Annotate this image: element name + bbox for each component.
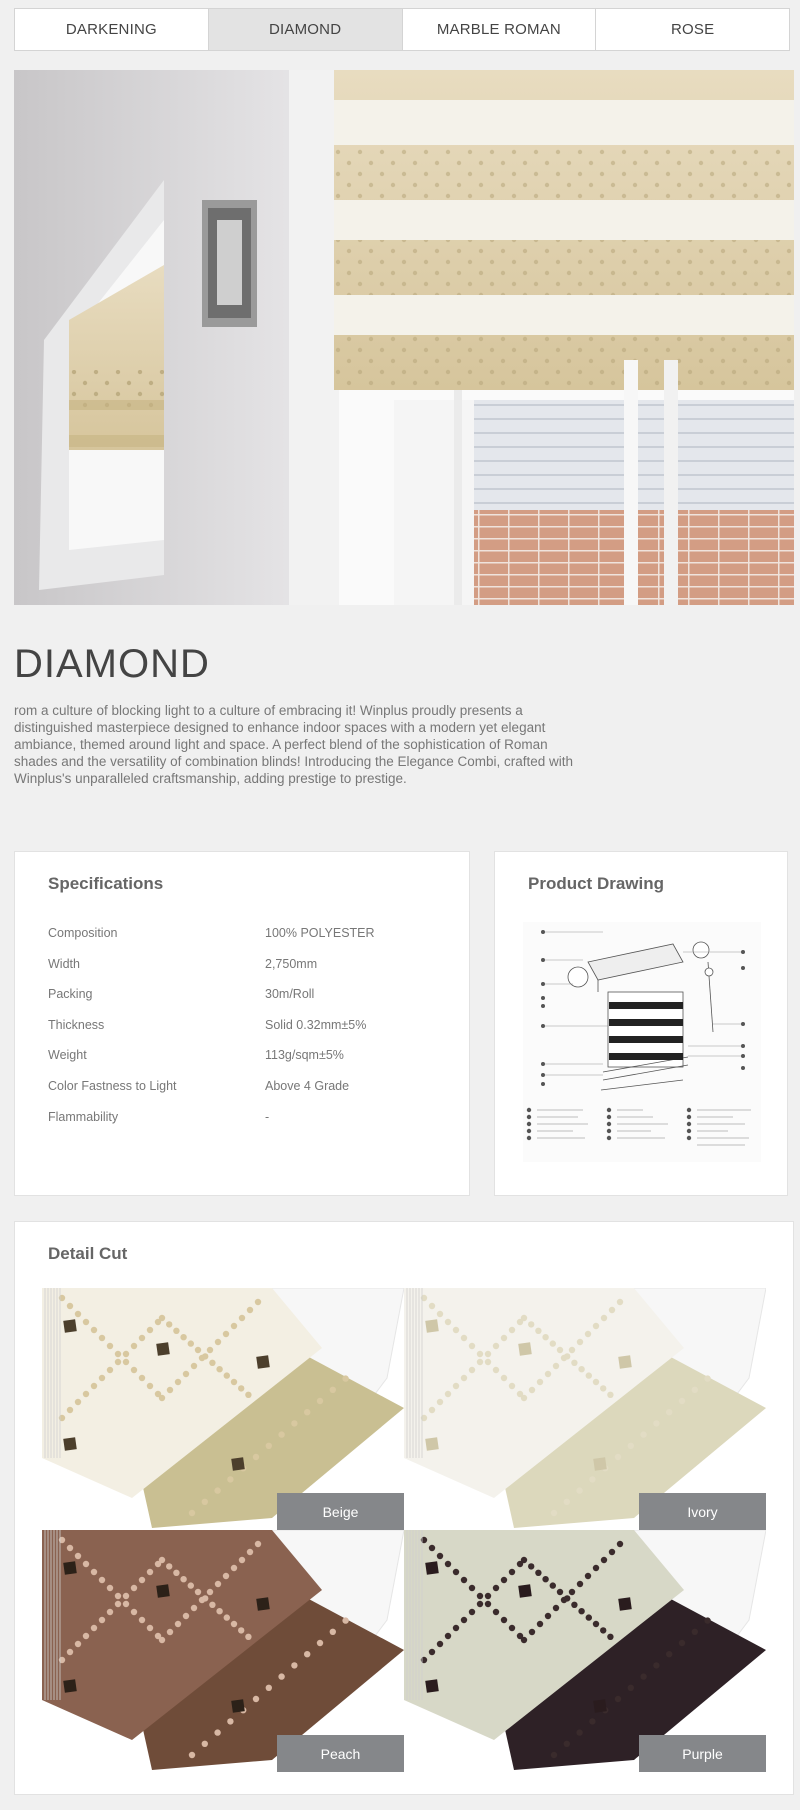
spec-key: Thickness [48,1018,105,1032]
product-drawing-diagram [523,922,761,1162]
swatch-label: Peach [277,1735,404,1772]
spec-value: 2,750mm [265,957,318,971]
swatch-label: Beige [277,1493,404,1530]
swatch-peach[interactable] [42,1530,404,1772]
swatch-label: Ivory [639,1493,766,1530]
product-drawing-card [494,851,788,1196]
spec-key: Color Fastness to Light [48,1079,177,1093]
tab-diamond[interactable]: DIAMOND [209,9,403,50]
spec-value: 30m/Roll [265,987,315,1001]
product-drawing-title: Product Drawing [528,874,665,893]
swatch-purple[interactable] [404,1530,766,1772]
swatch-label: Purple [639,1735,766,1772]
tab-darkening[interactable]: DARKENING [15,9,209,50]
spec-value: Above 4 Grade [265,1079,350,1093]
detail-cut-card [14,1221,794,1795]
spec-key: Flammability [48,1110,119,1124]
spec-value: 100% POLYESTER [265,926,375,940]
swatch-ivory[interactable] [404,1288,766,1530]
tab-rose[interactable]: ROSE [670,21,715,38]
product-title: DIAMOND [14,642,210,686]
swatch-beige[interactable] [42,1288,404,1530]
hero-image [14,70,794,605]
detail-cut-title: Detail Cut [48,1244,128,1263]
spec-key: Composition [48,926,118,940]
spec-key: Weight [48,1048,87,1062]
specifications-title: Specifications [48,874,164,893]
specifications-card [14,851,470,1196]
spec-key: Packing [48,987,93,1001]
spec-value: 113g/sqm±5% [265,1048,344,1062]
tab-marble-roman[interactable]: MARBLE ROMAN [403,9,597,50]
product-description: rom a culture of blocking light to a culture of embracing it! Winplus proudly presents a distinguished masterpiece designed to enhance indoor spaces with a modern yet elegant ambiance, themed around light and space. A perfect blend of the sophistication of Roman shades and the versatility of combination blinds! Introducing the Elegance Combi, crafted with Winplus's unparalleled craftsmanship, adding prestige to prestige. [14,703,574,786]
spec-key: Width [48,957,80,971]
spec-value: - [265,1110,270,1124]
category-tabs [14,8,790,51]
spec-value: Solid 0.32mm±5% [265,1018,367,1032]
